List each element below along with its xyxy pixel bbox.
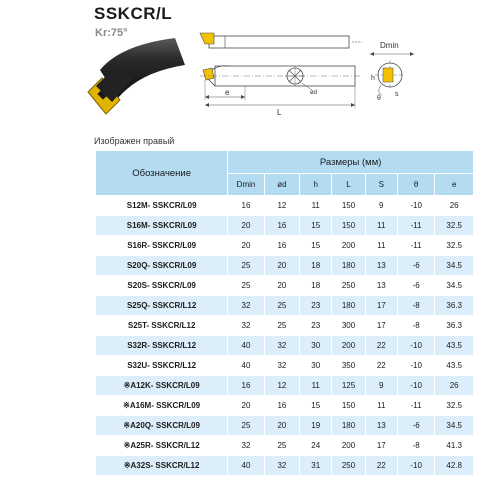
value-cell: 43.5 [435,336,473,355]
dim-h-label: h [371,75,375,82]
technical-drawing [0,0,500,150]
value-cell: 25 [265,316,299,335]
value-cell: 200 [332,436,364,455]
value-cell: 34.5 [435,416,473,435]
model-cell: S20Q- SSKCR/L09 [96,256,227,275]
value-cell: 22 [366,356,397,375]
value-cell: 125 [332,376,364,395]
value-cell: 13 [366,256,397,275]
model-cell: S16M- SSKCR/L09 [96,216,227,235]
table-row [96,216,473,235]
value-cell: 32 [265,336,299,355]
model-cell: S32R- SSKCR/L12 [96,336,227,355]
col-header: L [332,174,364,195]
table-row [96,356,473,375]
model-cell: ※A12K- SSKCR/L09 [96,376,227,395]
value-cell: 34.5 [435,256,473,275]
value-cell: 23 [300,296,331,315]
col-header: Dmin [228,174,263,195]
table-row [96,436,473,455]
image-caption: Изображен правый [94,136,175,146]
value-cell: -10 [398,196,434,215]
value-cell: 300 [332,316,364,335]
value-cell: 11 [366,396,397,415]
value-cell: 26 [435,376,473,395]
dim-od-label: ød [310,90,318,96]
model-cell: S25T- SSKCR/L12 [96,316,227,335]
value-cell: 200 [332,336,364,355]
value-cell: 15 [300,236,331,255]
table-row [96,236,473,255]
value-cell: 25 [228,416,263,435]
model-cell: ※A25R- SSKCR/L12 [96,436,227,455]
value-cell: 24 [300,436,331,455]
end-view-drawing [370,52,414,95]
value-cell: 25 [228,256,263,275]
value-cell: -11 [398,216,434,235]
tool-holder-photo [88,38,185,114]
value-cell: 11 [366,236,397,255]
dim-s-label: s [395,91,399,98]
table-row [96,276,473,295]
value-cell: 16 [228,196,263,215]
value-cell: 150 [332,216,364,235]
table-row [96,336,473,355]
value-cell: 16 [265,236,299,255]
product-title: SSKCR/L [94,4,173,23]
value-cell: 31 [300,456,331,475]
value-cell: 25 [265,436,299,455]
dim-theta-label: θ [377,95,381,102]
value-cell: -8 [398,316,434,335]
table-row [96,376,473,395]
spec-table [95,150,474,476]
value-cell: 30 [300,356,331,375]
value-cell: 12 [265,196,299,215]
table-row [96,196,473,215]
model-cell: S25Q- SSKCR/L12 [96,296,227,315]
value-cell: 23 [300,316,331,335]
table-row [96,296,473,315]
value-cell: -8 [398,436,434,455]
value-cell: 9 [366,376,397,395]
table-row [96,396,473,415]
value-cell: -11 [398,236,434,255]
dim-dmin-label: Dmin [380,41,399,50]
value-cell: 15 [300,216,331,235]
model-cell: S20S- SSKCR/L09 [96,276,227,295]
col-header: θ [398,174,434,195]
col-header: S [366,174,397,195]
value-cell: -10 [398,376,434,395]
value-cell: 36.3 [435,316,473,335]
value-cell: 13 [366,416,397,435]
value-cell: 32.5 [435,236,473,255]
value-cell: 34.5 [435,276,473,295]
value-cell: 18 [300,276,331,295]
value-cell: -10 [398,336,434,355]
col-header: e [435,174,473,195]
lead-angle-label: Kr:75° [95,27,128,39]
model-cell: S12M- SSKCR/L09 [96,196,227,215]
value-cell: 17 [366,316,397,335]
model-cell: S32U- SSKCR/L12 [96,356,227,375]
value-cell: 180 [332,256,364,275]
value-cell: 12 [265,376,299,395]
value-cell: 26 [435,196,473,215]
value-cell: 20 [265,276,299,295]
value-cell: 22 [366,456,397,475]
value-cell: 180 [332,296,364,315]
table-row [96,456,473,475]
value-cell: 150 [332,196,364,215]
value-cell: 32.5 [435,216,473,235]
value-cell: 19 [300,416,331,435]
value-cell: 11 [300,376,331,395]
value-cell: 350 [332,356,364,375]
value-cell: -6 [398,416,434,435]
value-cell: 20 [265,416,299,435]
header-designation: Обозначение [96,151,227,195]
top-view-drawing [200,33,362,48]
value-cell: 25 [228,276,263,295]
model-cell: S16R- SSKCR/L09 [96,236,227,255]
col-header: ød [265,174,299,195]
value-cell: 150 [332,396,364,415]
value-cell: 41.3 [435,436,473,455]
value-cell: 17 [366,436,397,455]
value-cell: 13 [366,276,397,295]
table-row [96,256,473,275]
value-cell: 16 [228,376,263,395]
value-cell: 25 [265,296,299,315]
value-cell: -10 [398,456,434,475]
value-cell: 20 [228,236,263,255]
value-cell: 32.5 [435,396,473,415]
value-cell: 40 [228,336,263,355]
value-cell: 20 [228,216,263,235]
value-cell: 250 [332,276,364,295]
side-view-drawing [200,66,362,108]
value-cell: 20 [265,256,299,275]
value-cell: 17 [366,296,397,315]
value-cell: 16 [265,396,299,415]
value-cell: 40 [228,456,263,475]
value-cell: 32 [228,296,263,315]
table-row [96,416,473,435]
value-cell: 9 [366,196,397,215]
value-cell: 36.3 [435,296,473,315]
dim-L-label: L [277,108,282,117]
model-cell: ※A32S- SSKCR/L12 [96,456,227,475]
value-cell: -6 [398,256,434,275]
value-cell: 16 [265,216,299,235]
value-cell: 180 [332,416,364,435]
value-cell: 200 [332,236,364,255]
value-cell: 11 [366,216,397,235]
value-cell: -8 [398,296,434,315]
value-cell: 43.5 [435,356,473,375]
value-cell: 30 [300,336,331,355]
value-cell: 15 [300,396,331,415]
value-cell: 32 [265,456,299,475]
value-cell: 32 [228,316,263,335]
value-cell: 20 [228,396,263,415]
table-row [96,316,473,335]
dim-e-label: e [225,88,230,97]
value-cell: 22 [366,336,397,355]
value-cell: 18 [300,256,331,275]
value-cell: 42.8 [435,456,473,475]
col-header: h [300,174,331,195]
value-cell: 11 [300,196,331,215]
value-cell: 32 [228,436,263,455]
spec-table-body [96,196,473,475]
header-dimensions: Размеры (мм) [228,151,473,173]
value-cell: -11 [398,396,434,415]
value-cell: 32 [265,356,299,375]
model-cell: ※A20Q- SSKCR/L09 [96,416,227,435]
model-cell: ※A16M- SSKCR/L09 [96,396,227,415]
value-cell: 40 [228,356,263,375]
value-cell: -6 [398,276,434,295]
value-cell: 250 [332,456,364,475]
value-cell: -10 [398,356,434,375]
